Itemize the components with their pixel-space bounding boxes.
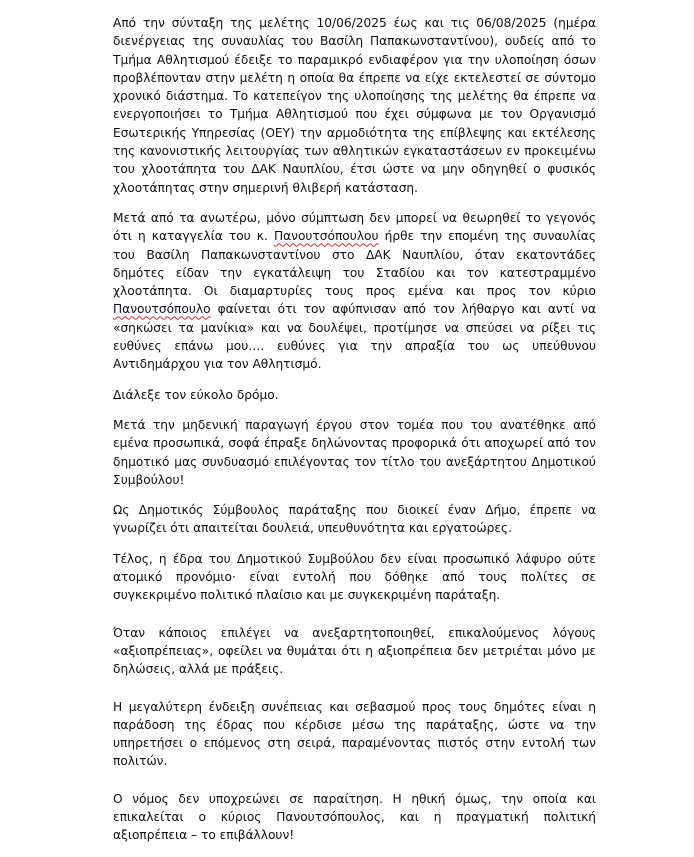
paragraph-9: Ο νόμος δεν υποχρεώνει σε παραίτηση. Η ηθική όμως, την οποία και επικαλείται ο κύριος Πανουτσόπουλος, και η πραγματική πολιτική αξιοπρέπεια – το επιβάλλουν! <box>113 791 596 843</box>
paragraph-2-part-b: ήρθε την επομένη της συναυλίας του Βασίλη Παπακωνσταντίνου στο ΔΑΚ Ναυπλίου, όταν εκατοντάδες δημότες είδαν την εγκατάλειψη του Σταδίου και τον κατεστραμμένο χλοοτάπητα. Οι διαμαρτυρίες τους προς εμένα και προς τον κύριο <box>113 229 596 299</box>
spellcheck-flagged-word: Πανουτσόπουλου <box>273 229 379 244</box>
paragraph-1: Από την σύνταξη της μελέτης 10/06/2025 έως και τις 06/08/2025 (ημέρα διενέργειας της συναυλίας του Βασίλη Παπακωνσταντίνου), ουδείς από το Τμήμα Αθλητισμού έδειξε το παραμικρό ενδιαφέρον για την υλοποίηση όσων προβλέπονταν στην μελέτη η οποία θα έπρεπε να είχε εκτελεστεί σε σύντομο χρονικό διάστημα. Το κατεπείγον της υλοποίησης της μελέτης θα έπρεπε να ενεργοποιήσει το Τμήμα Αθλητισμού που έχει σύμφωνα με τον Οργανισμό Εσωτερικής Υπηρεσίας (ΟΕΥ) την αρμοδιότητα της επίβλεψης και εκτέλεσης της κανονιστικής λειτουργίας των αθλητικών εγκαταστάσεων εν προκειμένω του χλοοτάπητα του ΔΑΚ Ναυπλίου, έτσι ώστε να μην οδηγηθεί ο φυσικός χλοοτάπητας στην σημερινή θλιβερή κατάσταση. <box>113 16 596 195</box>
spellcheck-flagged-word: Πανουτσόπουλο <box>113 302 211 317</box>
paragraph-7: Όταν κάποιος επιλέγει να ανεξαρτητοποιηθεί, επικαλούμενος λόγους «αξιοπρέπειας», οφείλει να θυμάται ότι η αξιοπρέπεια δεν μετριέται μόνο με δηλώσεις, αλλά με πράξεις. <box>113 625 596 677</box>
document-body <box>113 14 596 857</box>
paragraph-4: Μετά την μηδενική παραγωγή έργου στον τομέα που του ανατέθηκε από εμένα προσωπικά, σοφά έπραξε δηλώνοντας προφορικά ότι αποχωρεί από τον δημοτικό μας συνδυασμό επιλέγοντας τον τίτλο του ανεξάρτητου Δημοτικού Συμβούλου! <box>113 417 596 487</box>
paragraph-3: Διάλεξε τον εύκολο δρόμο. <box>113 387 279 402</box>
paragraph-2-part-a: Μετά από τα ανωτέρω, μόνο σύμπτωση δεν μπορεί να θεωρηθεί το γεγονός ότι η καταγγελία του κ. <box>113 210 596 244</box>
paragraph-6: Τέλος, η έδρα του Δημοτικού Συμβούλου δεν είναι προσωπικό λάφυρο ούτε ατομικό προνόμιο· είναι εντολή που δόθηκε από τους πολίτες σε συγκεκριμένο πολιτικό πλαίσιο και με συγκεκριμένη παράταξη. <box>113 551 596 603</box>
paragraph-2-part-c: φαίνεται ότι τον αφύπνισαν από τον λήθαργο και αντί να «σηκώσει τα μανίκια» και να δουλέψει, προτίμησε να σπεύσει να ρίξει τις ευθύνες επάνω μου…. ευθύνες για την απραξία του ως υπεύθυνου Αντιδημάρχου για τον Αθλητισμό. <box>113 302 596 372</box>
paragraph-8: Η μεγαλύτερη ένδειξη συνέπειας και σεβασμού προς τους δημότες είναι η παράδοση της έδρας που κέρδισε μέσω της παράταξης, ώστε να την υπηρετήσει ο επόμενος στη σειρά, παραμένοντας πιστός στην εντολή των πολιτών. <box>113 699 596 769</box>
paragraph-5: Ως Δημοτικός Σύμβουλος παράταξης που διοικεί έναν Δήμο, έπρεπε να γνωρίζει ότι απαιτείται δουλειά, υπευθυνότητα και εργατοώρες. <box>113 503 596 536</box>
paragraph-2 <box>113 209 596 374</box>
